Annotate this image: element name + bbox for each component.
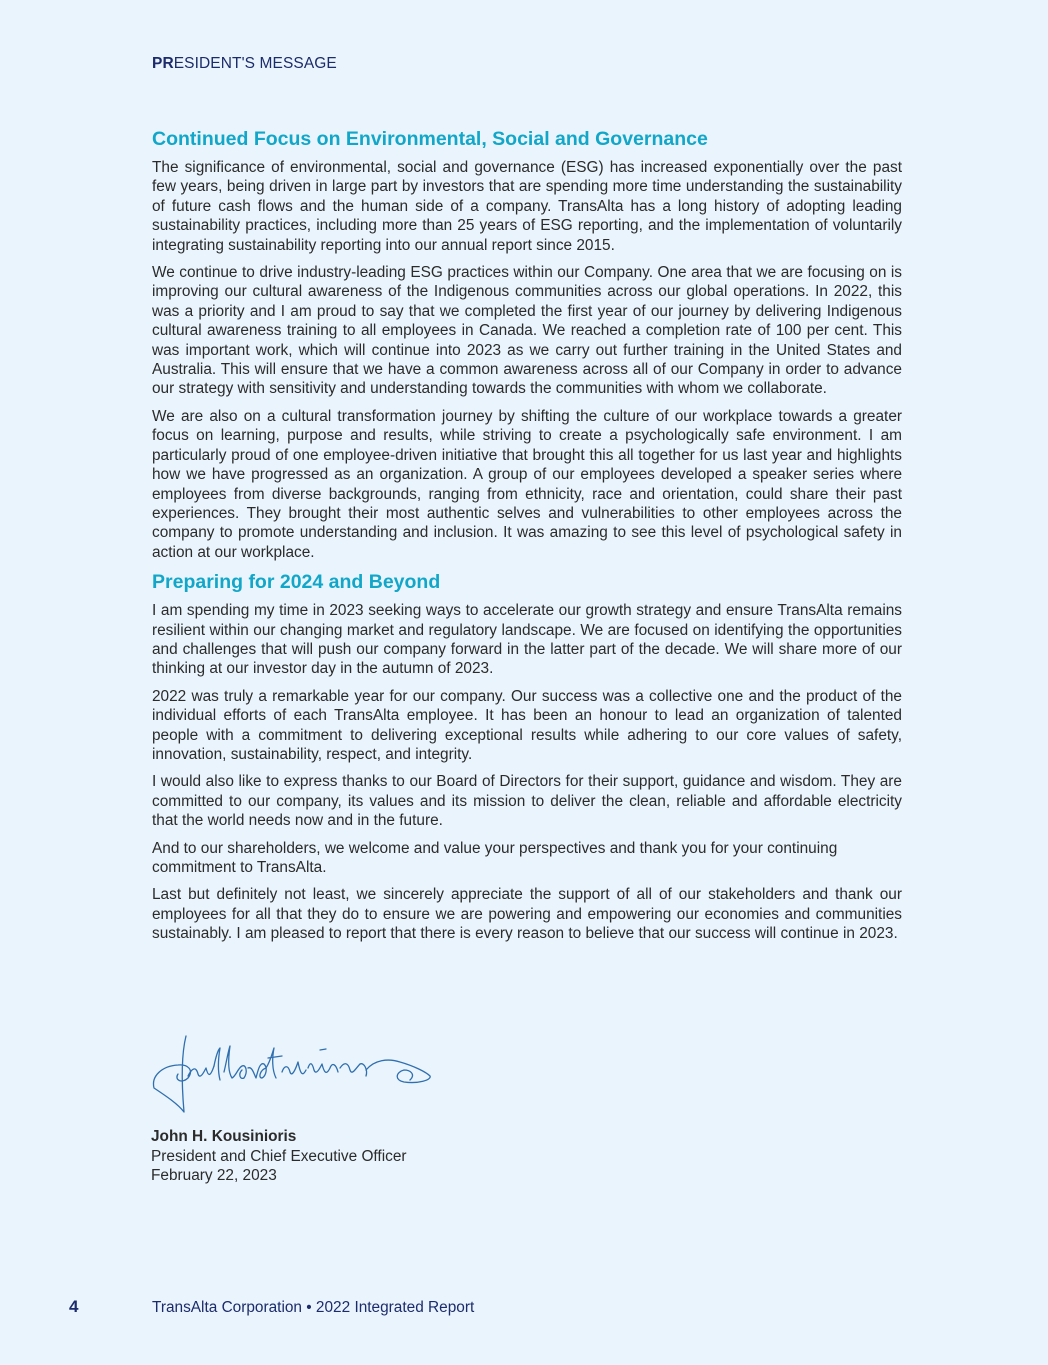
signatory-title: President and Chief Executive Officer <box>151 1147 407 1165</box>
beyond-paragraph: I am spending my time in 2023 seeking ways to accelerate our growth strategy and ensure TransAlta remains resilient within our changing market and regulatory landscape. We are focused on identifying the opportunities and challenges that will push our company forward in the latter part of the decade. We will share more of our thinking at our investor day in the autumn of 2023. <box>152 602 902 678</box>
signoff-block <box>151 1127 407 1186</box>
signatory-name: John H. Kousinioris <box>151 1128 297 1145</box>
signoff-date: February 22, 2023 <box>151 1167 277 1185</box>
beyond-paragraph: Last but definitely not least, we sincerely appreciate the support of all of our stakeholders and thank our employees for all that they do to ensure we are powering and empowering our economies and communities sustainably. I am pleased to report that there is every reason to believe that our success will continue in 2023. <box>152 886 902 943</box>
section-label: PRESIDENT'S MESSAGE <box>152 55 337 72</box>
esg-paragraph: We continue to drive industry-leading ESG practices within our Company. One area that we are focusing on is improving our cultural awareness of the Indigenous communities across our global operations. In 2022, this was a priority and I am proud to say that we completed the first year of our journey by delivering Indigenous cultural awareness training to all employees in Canada. We reached a completion rate of 100 per cent. This was important work, which will continue into 2023 as we carry out further training in the United States and Australia. This will ensure that we have a common awareness across all of our Company in order to advance our strategy with sensitivity and understanding towards the communities with whom we collaborate. <box>152 264 902 398</box>
handwritten-signature <box>148 1032 438 1118</box>
footer-text: TransAlta Corporation • 2022 Integrated Report <box>152 1299 475 1316</box>
beyond-paragraph: And to our shareholders, we welcome and value your perspectives and thank you for your continuing commitment to TransAlta. <box>152 839 838 876</box>
beyond-heading: Preparing for 2024 and Beyond <box>152 571 441 594</box>
beyond-paragraph: I would also like to express thanks to our Board of Directors for their support, guidance and wisdom. They are committed to our company, its values and its mission to deliver the clean, reliable and affordable electricity that the world needs now and in the future. <box>152 773 902 830</box>
esg-paragraph: We are also on a cultural transformation journey by shifting the culture of our workplace towards a greater focus on learning, purpose and results, while striving to create a psychologically safe environment. I am particularly proud of one employee-driven initiative that brought this all together for us last year and highlights how we have progressed as an organization. A group of our employees developed a speaker series where employees from diverse backgrounds, ranging from ethnicity, race and orientation, could share their past experiences. They brought their most authentic selves and vulnerabilities to other employees across the company to promote understanding and inclusion. It was amazing to see this level of psychological safety in action at our workplace. <box>152 407 902 561</box>
esg-paragraph: The significance of environmental, social and governance (ESG) has increased exponentially over the past few years, being driven in large part by investors that are spending more time understanding the sustainability of future cash flows and the human side of a company. TransAlta has a long history of adopting leading sustainability practices, including more than 25 years of ESG reporting, and the implementation of voluntarily integrating sustainability reporting into our annual report since 2015. <box>152 159 902 254</box>
esg-heading: Continued Focus on Environmental, Social and Governance <box>152 128 708 150</box>
page-number: 4 <box>69 1297 79 1316</box>
beyond-paragraph: 2022 was truly a remarkable year for our company. Our success was a collective one and the product of the individual efforts of each TransAlta employee. It has been an honour to lead an organization of talented people with a commitment to delivering exceptional results while adhering to our core values of safety, innovation, sustainability, respect, and integrity. <box>152 687 902 763</box>
message-body <box>152 127 902 952</box>
